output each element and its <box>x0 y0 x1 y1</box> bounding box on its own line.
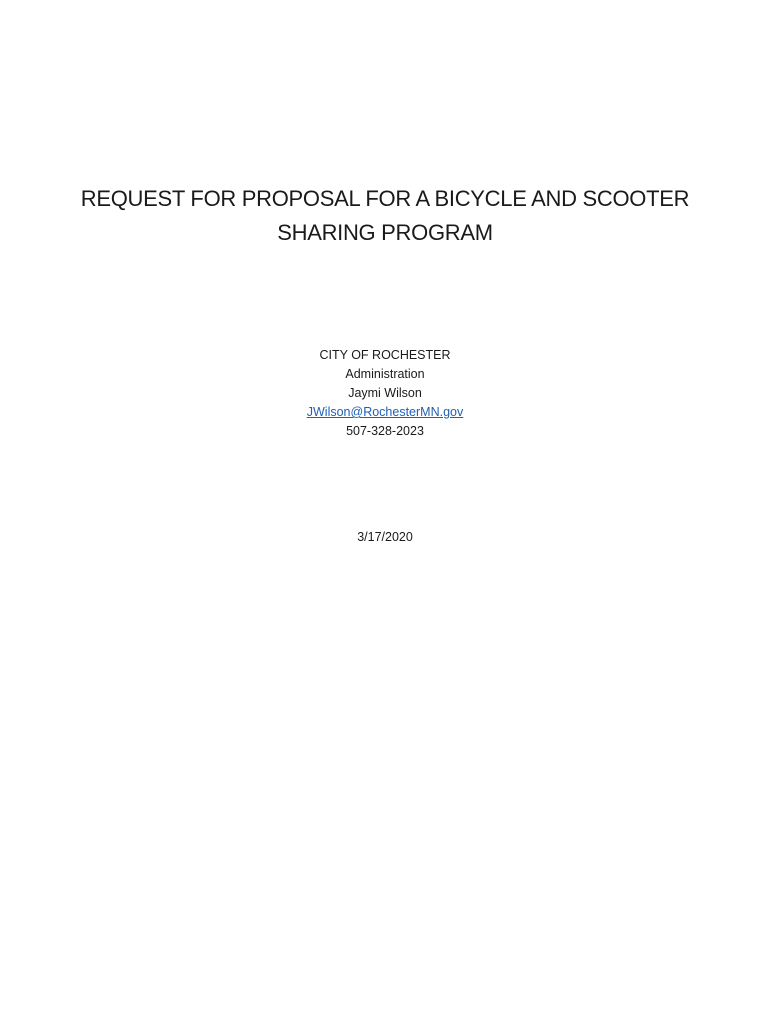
document-date: 3/17/2020 <box>357 530 413 544</box>
contact-phone: 507-328-2023 <box>346 424 424 438</box>
organization-name: CITY OF ROCHESTER <box>319 348 451 362</box>
document-title-line-2: SHARING PROGRAM <box>277 220 493 245</box>
contact-email-link[interactable]: JWilson@RochesterMN.gov <box>306 405 464 419</box>
document-title-line-1: REQUEST FOR PROPOSAL FOR A BICYCLE AND SCOOTER <box>80 186 690 211</box>
contact-name: Jaymi Wilson <box>348 386 422 400</box>
contact-block <box>0 346 770 441</box>
department-name: Administration <box>345 367 425 381</box>
